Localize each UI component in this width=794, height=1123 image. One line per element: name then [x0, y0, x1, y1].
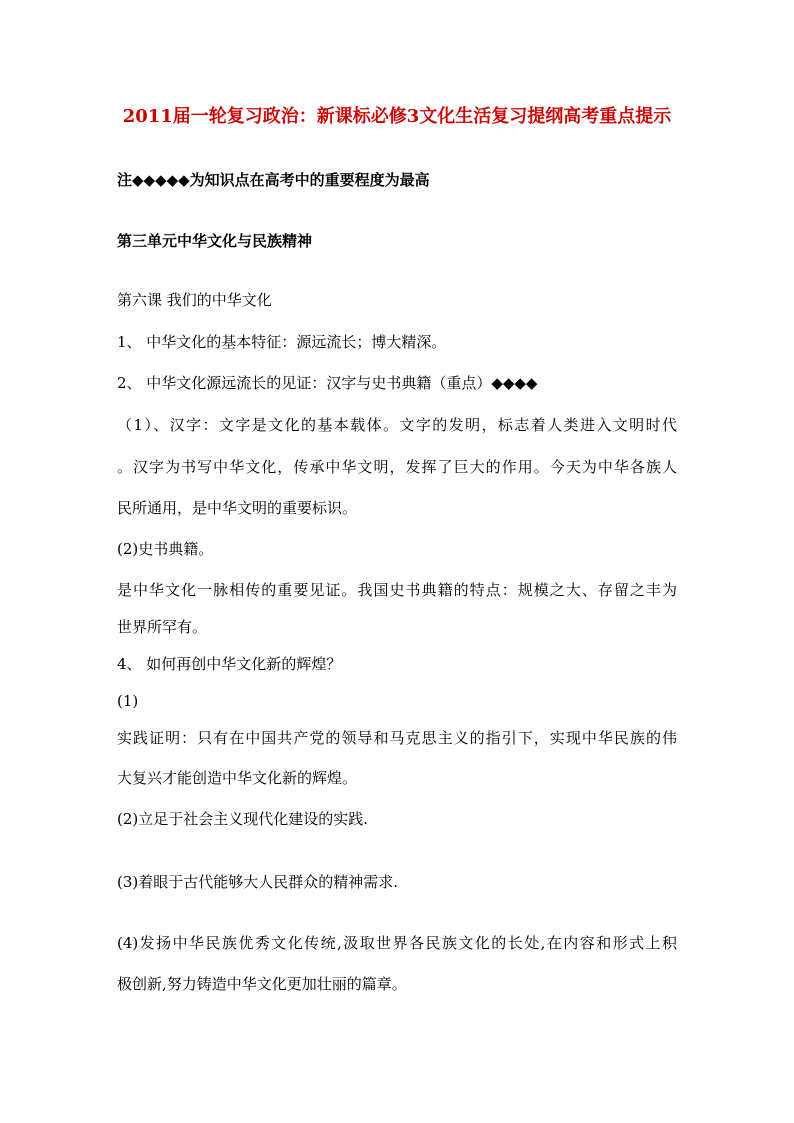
paragraph-practice-line-1: 实践证明：只有在中国共产党的领导和马克思主义的指引下，实现中华民族的伟: [117, 729, 677, 747]
paragraph-item-4-line-1: (4)发扬中华民族优秀文化传统,汲取世界各民族文化的长处,在内容和形式上积: [117, 934, 677, 952]
paragraph-item-1: (1): [117, 692, 139, 710]
importance-note: 注◆◆◆◆◆为知识点在高考中的重要程度为最高: [117, 171, 430, 189]
paragraph-historical-books: (2)史书典籍。: [117, 540, 214, 558]
paragraph-features: 1、 中华文化的基本特征：源远流长；博大精深。: [117, 333, 447, 351]
paragraph-evidence: 2、 中华文化源远流长的见证：汉字与史书典籍（重点）◆◆◆◆: [117, 374, 538, 392]
paragraph-chinese-characters-line-2: 。汉字为书写中华文化，传承中华文明，发挥了巨大的作用。今天为中华各族人: [117, 458, 677, 476]
paragraph-practice-line-2: 大复兴才能创造中华文化新的辉煌。: [117, 769, 358, 787]
paragraph-books-line-1: 是中华文化一脉相传的重要见证。我国史书典籍的特点：规模之大、存留之丰为: [117, 581, 677, 599]
paragraph-chinese-characters-line-1: （1）、汉字：文字是文化的基本载体。文字的发明，标志着人类进入文明时代: [117, 416, 677, 434]
paragraph-books-line-2: 世界所罕有。: [117, 618, 208, 636]
lesson-heading: 第六课 我们的中华文化: [117, 291, 272, 309]
paragraph-item-4-line-2: 极创新,努力铸造中华文化更加壮丽的篇章。: [117, 975, 407, 993]
paragraph-item-3: (3)着眼于古代能够大人民群众的精神需求.: [117, 873, 399, 891]
page-title: 2011届一轮复习政治：新课标必修3文化生活复习提纲高考重点提示: [122, 106, 672, 127]
paragraph-item-2: (2)立足于社会主义现代化建设的实践.: [117, 810, 369, 828]
paragraph-chinese-characters-line-3: 民所通用，是中华文明的重要标识。: [117, 499, 358, 517]
unit-heading: 第三单元中华文化与民族精神: [117, 232, 313, 250]
paragraph-question: 4、 如何再创中华文化新的辉煌？: [117, 655, 342, 673]
